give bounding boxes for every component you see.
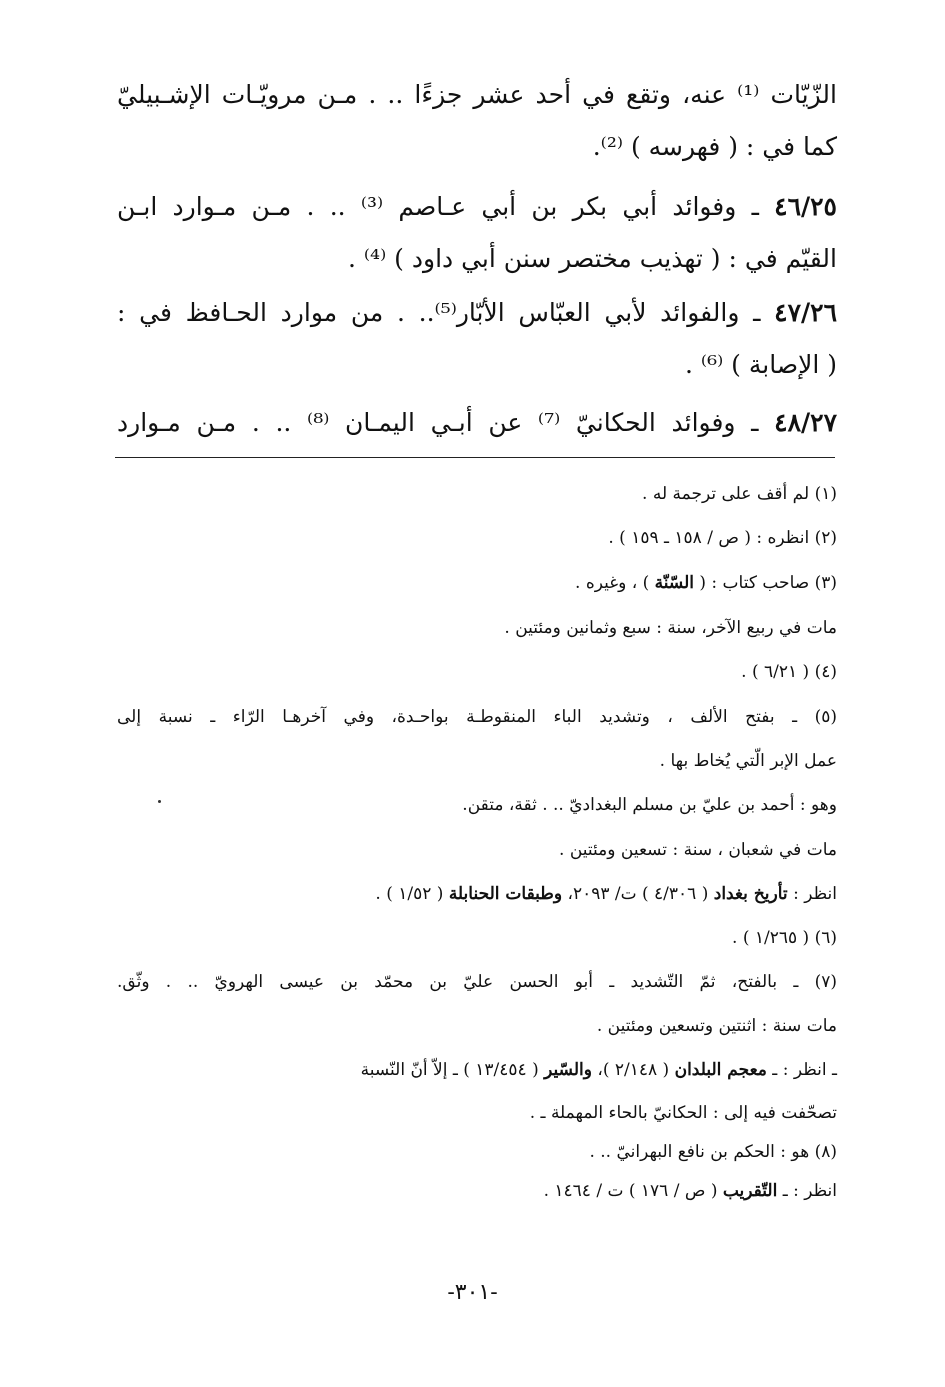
footnote-7-line-2 [117,1013,837,1039]
footnote-text: انظر : ـ [777,1181,837,1201]
footnote-text: (٧) ـ بالفتح، ثمّ التّشديد ـ أبو الحسن عليّ بن محمّد بن عيسى الهرويّ .. . وثّق. [117,972,837,992]
footnote-text: (٥) ـ بفتح الألف ، وتشديد الباء المنقوطـة بواحـدة، وفي آخرهـا الرّاء ـ نسبة إلى [117,707,837,727]
main-text-span: ( الإصابة ) ⁽⁶⁾ . [685,350,837,379]
main-text-line-2 [117,130,837,164]
footnote-2 [117,525,837,551]
footnote-text: ( ١/٥٢ ) . [375,884,449,904]
footnote-divider [115,457,835,458]
main-text-line-4 [117,242,837,276]
main-text-span: القيّم في : ( تهذيب مختصر سنن أبي داود ) ⁽⁴⁾ . [348,244,837,273]
footnote-3-line-2 [117,615,837,641]
book-title: معجم البلدان [674,1060,767,1080]
footnote-5-line-2 [117,748,837,774]
book-title: التّقريب [722,1181,778,1201]
footnote-text: (٢) انظره : ( ص / ١٥٨ ـ ١٥٩ ) . [608,528,837,548]
footnote-text: (٨) هو : الحكم بن نافع البهرانيّ .. . [589,1142,837,1162]
page-number: -٣٠١- [447,1280,498,1305]
footnote-text: عمل الإبر الّتي يُخاط بها . [659,751,837,771]
footnote-text: (٤) ( ٦/٢١ ) . [741,662,837,682]
footnote-text: تصحّفت فيه إلى : الحكانيّ بالحاء المهملة ـ . [529,1103,837,1123]
footnote-text: مات في ربيع الآخر، سنة : سبع وثمانين ومئتين . [504,618,837,638]
main-text-line-1 [117,78,837,112]
footnote-text: (١) لم أقف على ترجمة له . [642,484,837,504]
footnote-1 [117,481,837,507]
entry-text: ـ والفوائد لأبي العبّاس الأبّار⁽⁵⁾.. . من موارد الحـافظ في : [117,298,775,327]
footnote-text: ) ، وغيره . [575,573,655,593]
entry-46 [117,190,837,224]
main-text-span: الزّيّات ⁽¹⁾ عنه، وتقع في أحد عشر جزءًا .. . مـن مرويّـات الإشـبيليّ [117,80,837,109]
footnote-8 [117,1139,837,1165]
footnote-text: (٦) ( ١/٢٦٥ ) . [732,928,837,948]
main-text-line-6 [117,348,837,382]
book-title: والسّير [544,1060,592,1080]
footnote-text: مات في شعبان ، سنة : تسعين ومئتين . [559,840,837,860]
footnote-5-line-5 [117,881,837,907]
main-text-span: كما في : ( فهرسه ) ⁽²⁾. [592,132,837,161]
entry-number: ٤٦/٢٥ [774,192,837,221]
footnote-4 [117,659,837,685]
book-title: تأريخ بغداد [713,884,788,904]
footnote-6 [117,925,837,951]
footnote-text: ( ٢/١٤٨ )، [591,1060,675,1080]
footnote-7-line-3 [117,1057,837,1083]
entry-47 [117,296,837,330]
footnote-text: وهو : أحمد بن عليّ بن مسلم البغداديّ .. . ثقة، متقن. [462,795,837,815]
footnote-text: ـ انظر : ـ [766,1060,837,1080]
book-title: السّنّة [654,573,694,593]
entry-number: ٤٨/٢٧ [774,408,837,437]
footnote-5 [117,704,837,730]
footnote-text: ( ص / ١٧٦ ) ت / ١٤٦٤ . [543,1181,723,1201]
entry-48 [117,406,837,440]
footnote-3 [117,570,837,596]
footnote-8-line-2 [117,1178,837,1204]
footnote-text: مات سنة : اثنتين وتسعين ومئتين . [596,1016,837,1036]
footnote-5-line-3 [117,792,837,818]
footnote-text: ( ١٣/٤٥٤ ) ـ إلاّ أنّ النّسبة [360,1060,545,1080]
entry-number: ٤٧/٢٦ [774,298,837,327]
footnote-text: ( ٤/٣٠٦ ) ت/ ٢٠٩٣، [562,884,714,904]
book-title: وطبقات الحنابلة [448,884,563,904]
entry-text: ـ وفوائد أبي بكر بن أبي عـاصم ⁽³⁾ .. . مـن مـوارد ابـن [117,192,775,221]
footnote-text: انظر : [787,884,837,904]
footnote-5-line-4 [117,837,837,863]
entry-text: ـ وفوائد الحكانيّ ⁽⁷⁾ عن أبـي اليمـان ⁽⁸⁾ .. . مـن مـوارد [117,408,775,437]
footnote-7-line-4 [117,1100,837,1126]
footnote-text: (٣) صاحب كتاب : ( [693,573,837,593]
footnote-7 [117,969,837,995]
